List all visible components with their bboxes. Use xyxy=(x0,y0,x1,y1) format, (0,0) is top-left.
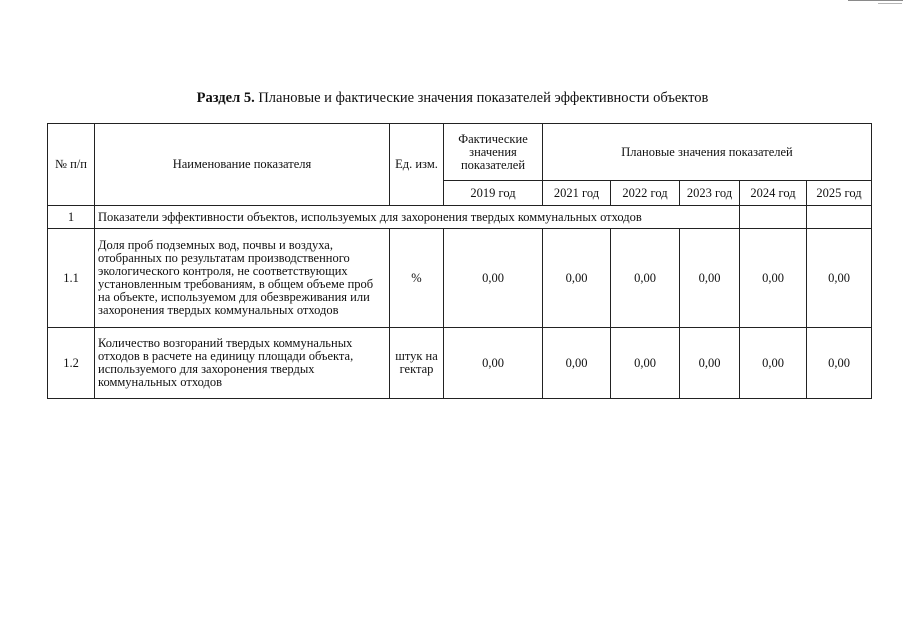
empty-cell xyxy=(807,206,872,229)
header-actual: Фактические значения показателей xyxy=(444,124,543,181)
header-planned: Плановые значения показателей xyxy=(543,124,872,181)
year-plan-2022: 2022 год xyxy=(611,181,680,206)
row-plan-2025: 0,00 xyxy=(807,328,872,399)
row-name: Количество возгораний твердых коммунальных отходов в расчете на единицу площади объекта, используемого для захоронения твердых коммунальных отходов xyxy=(95,328,390,399)
section-row xyxy=(48,206,872,229)
row-plan-2021: 0,00 xyxy=(543,328,611,399)
row-num: 1.1 xyxy=(48,229,95,328)
table-row xyxy=(48,328,872,399)
header-num: № п/п xyxy=(48,124,95,206)
row-num: 1.2 xyxy=(48,328,95,399)
row-plan-2022: 0,00 xyxy=(611,328,680,399)
row-unit: штук на гектар xyxy=(390,328,444,399)
row-plan-2024: 0,00 xyxy=(740,328,807,399)
header-name: Наименование показателя xyxy=(95,124,390,206)
scan-mark-line xyxy=(848,0,903,1)
row-plan-2022: 0,00 xyxy=(611,229,680,328)
empty-cell xyxy=(740,206,807,229)
year-plan-2024: 2024 год xyxy=(740,181,807,206)
year-actual-2019: 2019 год xyxy=(444,181,543,206)
row-plan-2023: 0,00 xyxy=(680,328,740,399)
section-row-num: 1 xyxy=(48,206,95,229)
year-plan-2023: 2023 год xyxy=(680,181,740,206)
row-actual-2019: 0,00 xyxy=(444,328,543,399)
section-title-text: Плановые и фактические значения показателей эффективности объектов xyxy=(258,90,709,106)
section-number: Раздел 5. xyxy=(196,90,255,106)
row-plan-2023: 0,00 xyxy=(680,229,740,328)
section-title xyxy=(0,89,905,107)
year-plan-2025: 2025 год xyxy=(807,181,872,206)
row-plan-2021: 0,00 xyxy=(543,229,611,328)
scan-mark-line xyxy=(878,3,902,4)
row-actual-2019: 0,00 xyxy=(444,229,543,328)
section-row-label: Показатели эффективности объектов, используемых для захоронения твердых коммунальных отходов xyxy=(95,206,740,229)
header-unit: Ед. изм. xyxy=(390,124,444,206)
row-unit: % xyxy=(390,229,444,328)
header-row xyxy=(48,124,872,181)
indicators-table xyxy=(47,123,872,399)
year-plan-2021: 2021 год xyxy=(543,181,611,206)
table-row xyxy=(48,229,872,328)
row-plan-2025: 0,00 xyxy=(807,229,872,328)
row-plan-2024: 0,00 xyxy=(740,229,807,328)
row-name: Доля проб подземных вод, почвы и воздуха, отобранных по результатам производственного экологического контроля, не соответствующих установленным требованиям, в общем объеме проб на объекте, используемом для обезвреживания или захоронения твердых коммунальных отходов xyxy=(95,229,390,328)
